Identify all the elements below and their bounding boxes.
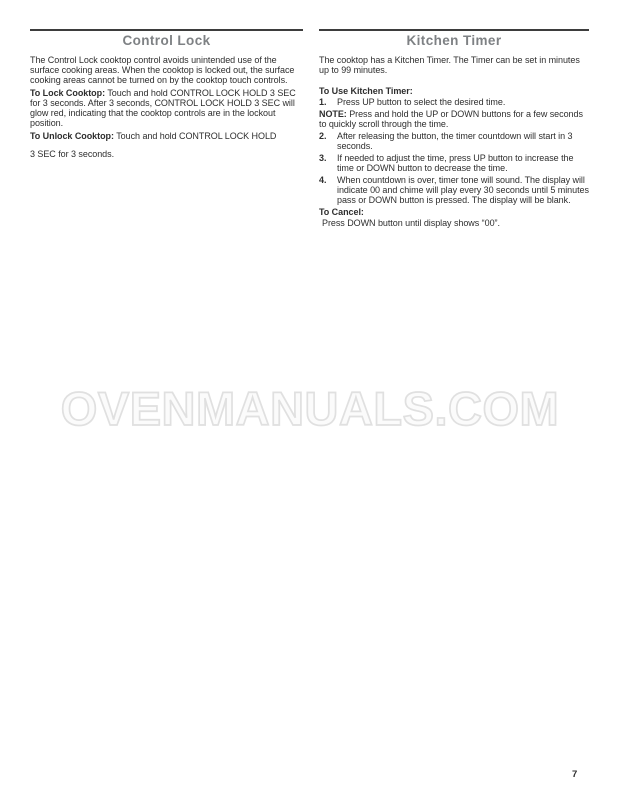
step-text: Press UP button to select the desired time. [337,97,506,107]
note-text: Press and hold the UP or DOWN buttons for a few seconds to quickly scroll through the time. [319,109,583,129]
timer-step-4 [319,175,589,205]
control-lock-intro-paragraph: The Control Lock cooktop control avoids unintended use of the surface cooking areas. When the cooktop is locked out, the surface cooking areas cannot be turned on by the cooktop touch controls. [30,55,295,85]
page-number: 7 [572,769,578,780]
watermark-text: OVENMANUALS.COM [60,382,560,435]
kitchen-timer-intro-paragraph: The cooktop has a Kitchen Timer. The Timer can be set in minutes up to 99 minutes. [319,55,580,75]
unlock-cooktop-text: Touch and hold CONTROL LOCK HOLD [116,131,277,141]
unlock-cooktop-paragraph [30,131,303,141]
step-text: When countdown is over, timer tone will sound. The display will indicate 00 and chime will play every 30 seconds until 5 minutes pass or DOWN button is pressed. The display will be blank. [337,175,589,205]
timer-note-paragraph [319,109,589,129]
timer-step-3 [319,153,589,173]
section-divider-rule [30,29,303,31]
timer-step-2 [319,131,589,151]
note-label: NOTE: [319,109,347,119]
step-text: If needed to adjust the time, press UP button to increase the time or DOWN button to decrease the time. [337,153,574,173]
kitchen-timer-section [319,29,589,231]
cancel-heading: To Cancel: [319,207,364,217]
control-lock-title: Control Lock [122,33,211,48]
lock-cooktop-paragraph [30,88,303,128]
lock-cooktop-label: To Lock Cooktop: [30,88,106,98]
control-lock-section [30,29,303,162]
kitchen-timer-title: Kitchen Timer [406,33,502,48]
timer-step-1 [319,97,589,107]
unlock-cooktop-continuation: 3 SEC for 3 seconds. [30,149,115,159]
cancel-text: Press DOWN button until display shows “00”. [322,218,500,228]
step-number: 4. [319,175,327,185]
section-divider-rule [319,29,589,31]
step-number: 3. [319,153,327,163]
use-kitchen-timer-heading: To Use Kitchen Timer: [319,86,413,96]
step-text: After releasing the button, the timer countdown will start in 3 seconds. [337,131,573,151]
step-number: 1. [319,97,327,107]
lock-cooktop-text: Touch and hold CONTROL LOCK HOLD 3 SEC for 3 seconds. After 3 seconds, CONTROL LOCK HOLD 3 SEC will glow red, indicating that the cooktop controls are in the lockout position. [30,88,296,128]
step-number: 2. [319,131,327,141]
unlock-cooktop-label: To Unlock Cooktop: [30,131,114,141]
